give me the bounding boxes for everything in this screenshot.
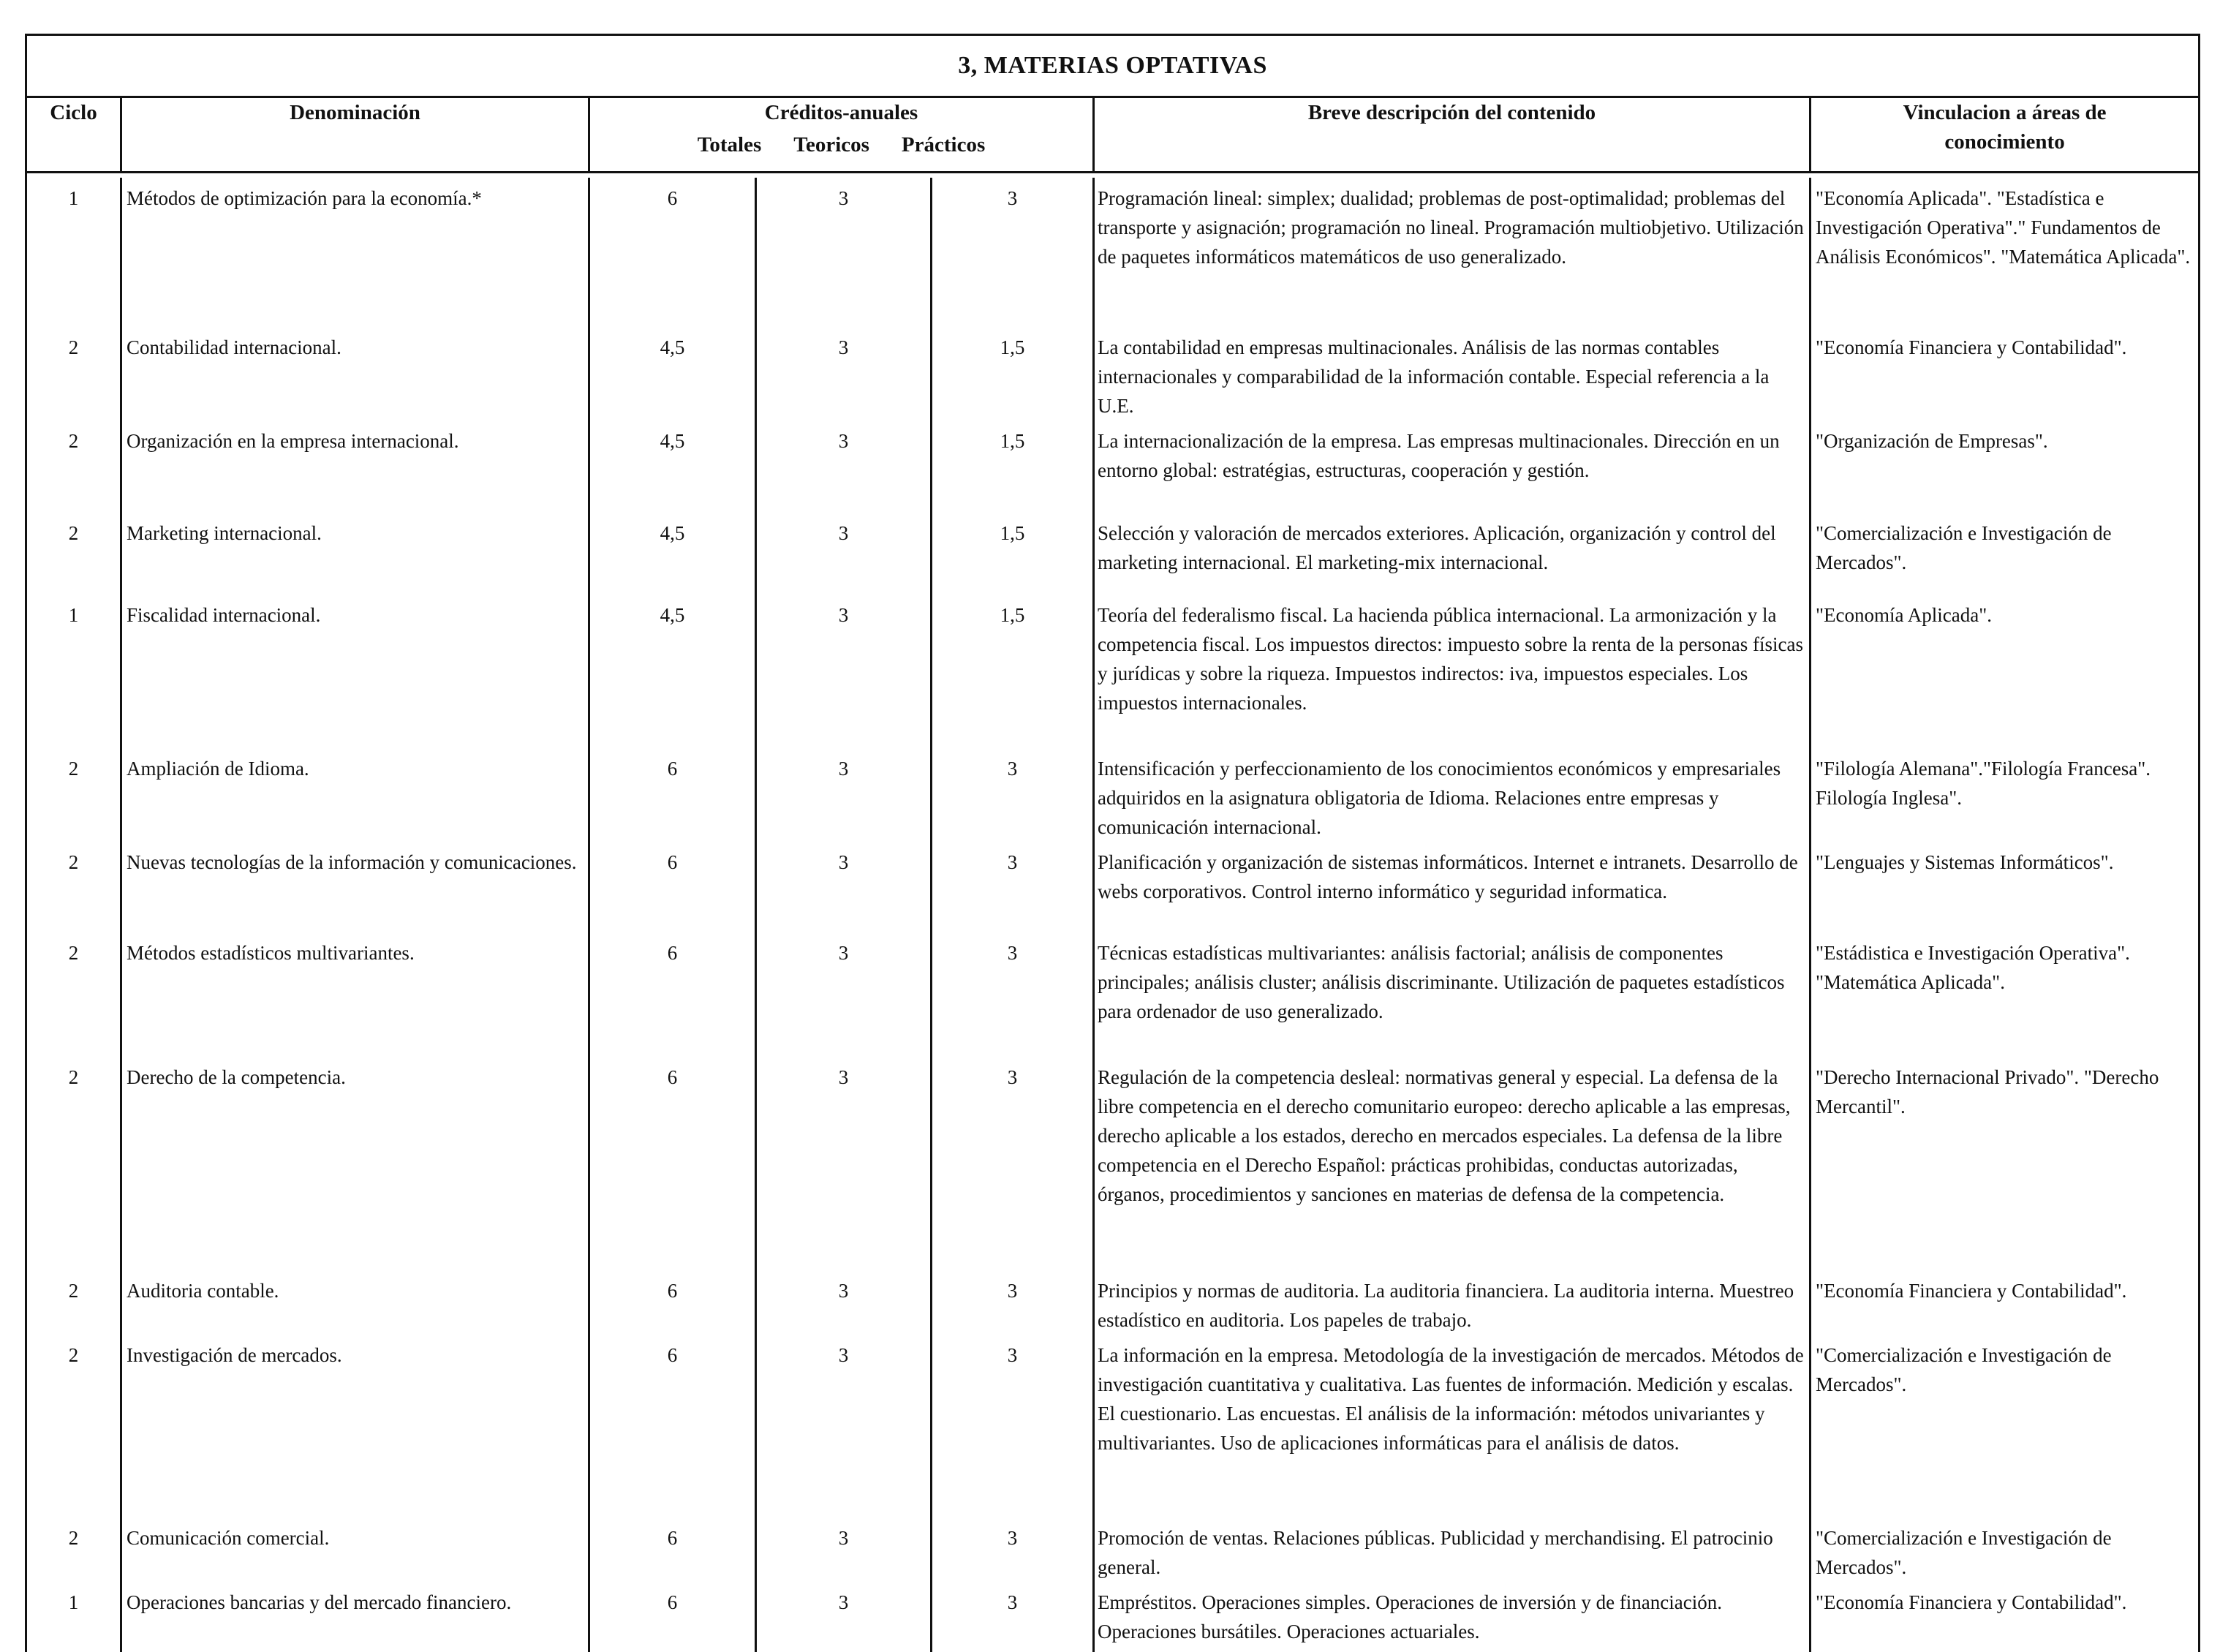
row-creditos-teoricos: 3 — [756, 1270, 932, 1335]
row-vinculacion: "Comercialización e Investigación de Mercados". — [1811, 513, 2200, 595]
row-descripcion: Promoción de ventas. Relaciones públicas. Publicidad y merchandising. El patrocinio general. — [1094, 1517, 1811, 1582]
row-denominacion: Nuevas tecnologías de la información y comunicaciones. — [121, 842, 589, 932]
row-vinculacion: "Estádistica e Investigación Operativa". "Matemática Aplicada". — [1811, 932, 2200, 1057]
row-vinculacion: "Economía Aplicada". "Estadística e Investigación Operativa"." Fundamentos de Análisis Económicos". "Matemática Aplicada". — [1811, 178, 2200, 327]
row-vinculacion: "Economía Financiera y Contabilidad". — [1811, 327, 2200, 420]
row-vinculacion: "Filología Alemana"."Filología Francesa". Filología Inglesa". — [1811, 748, 2200, 842]
row-descripcion: Principios y normas de auditoria. La auditoria financiera. La auditoria interna. Muestreo estadístico en auditoria. Los papeles de trabajo. — [1094, 1270, 1811, 1335]
row-creditos-practicos: 3 — [932, 748, 1094, 842]
row-ciclo: 2 — [26, 327, 121, 420]
row-descripcion: Programación lineal: simplex; dualidad; problemas de post-optimalidad; problemas del transporte y asignación; programación no lineal. Programación multiobjetivo. Utilización de paquetes informáticos matemáticos de uso generalizado. — [1094, 178, 1811, 327]
row-creditos-teoricos: 3 — [756, 1517, 932, 1582]
header-vinculacion — [1811, 97, 2200, 173]
row-creditos-teoricos: 3 — [756, 842, 932, 932]
row-vinculacion: "Derecho Internacional Privado". "Derecho Mercantil". — [1811, 1057, 2200, 1270]
row-ciclo: 2 — [26, 932, 121, 1057]
row-creditos-practicos: 3 — [932, 178, 1094, 327]
row-creditos-totales: 6 — [589, 932, 756, 1057]
header-vinculacion-line2: conocimiento — [1944, 130, 2065, 154]
row-creditos-practicos: 1,5 — [932, 327, 1094, 420]
row-denominacion: Contabilidad internacional. — [121, 327, 589, 420]
row-denominacion: Métodos de optimización para la economía.* — [121, 178, 589, 327]
row-creditos-totales: 4,5 — [589, 595, 756, 748]
row-denominacion: Fiscalidad internacional. — [121, 595, 589, 748]
row-creditos-totales: 4,5 — [589, 327, 756, 420]
row-denominacion: Operaciones bancarias y del mercado financiero. — [121, 1582, 589, 1652]
row-descripcion: Teoría del federalismo fiscal. La hacienda pública internacional. La armonización y la competencia fiscal. Los impuestos directos: impuesto sobre la renta de la personas físicas y jurídicas y sobre la riqueza. Impuestos indirectos: iva, impuestos especiales. Los impuestos internacionales. — [1094, 595, 1811, 748]
table-row — [26, 178, 2200, 327]
row-creditos-totales: 4,5 — [589, 420, 756, 513]
row-descripcion: La información en la empresa. Metodología de la investigación de mercados. Métodos de investigación cuantitativa y cualitativa. Las fuentes de información. Medición y escalas. El cuestionario. Las encuestas. El análisis de la información: métodos univariantes y multivariantes. Uso de aplicaciones informáticas para el análisis de datos. — [1094, 1335, 1811, 1517]
row-creditos-totales: 6 — [589, 1270, 756, 1335]
row-creditos-practicos: 3 — [932, 1517, 1094, 1582]
row-descripcion: Intensificación y perfeccionamiento de los conocimientos económicos y empresariales adquiridos en la asignatura obligatoria de Idioma. Relaciones entre empresas y comunicación internacional. — [1094, 748, 1811, 842]
table-body — [26, 178, 2200, 1652]
row-vinculacion: "Economía Financiera y Contabilidad". — [1811, 1270, 2200, 1335]
row-creditos-practicos: 3 — [932, 842, 1094, 932]
header-creditos-label: Créditos-anuales — [764, 101, 918, 124]
row-creditos-practicos: 3 — [932, 932, 1094, 1057]
table-row — [26, 595, 2200, 748]
row-creditos-teoricos: 3 — [756, 932, 932, 1057]
row-creditos-practicos: 3 — [932, 1335, 1094, 1517]
row-ciclo: 2 — [26, 748, 121, 842]
row-creditos-totales: 6 — [589, 1582, 756, 1652]
row-creditos-teoricos: 3 — [756, 1335, 932, 1517]
header-descripcion: Breve descripción del contenido — [1094, 97, 1811, 173]
row-vinculacion: "Lenguajes y Sistemas Informáticos". — [1811, 842, 2200, 932]
header-row — [26, 97, 2200, 173]
row-denominacion: Auditoria contable. — [121, 1270, 589, 1335]
table-row — [26, 1582, 2200, 1652]
row-ciclo: 1 — [26, 595, 121, 748]
row-vinculacion: "Economía Financiera y Contabilidad". — [1811, 1582, 2200, 1652]
table-row — [26, 420, 2200, 513]
row-creditos-totales: 6 — [589, 178, 756, 327]
header-vinculacion-line1: Vinculacion a áreas de — [1903, 101, 2107, 124]
row-denominacion: Métodos estadísticos multivariantes. — [121, 932, 589, 1057]
row-denominacion: Investigación de mercados. — [121, 1335, 589, 1517]
table-row — [26, 932, 2200, 1057]
row-descripcion: La contabilidad en empresas multinacionales. Análisis de las normas contables internacionales y comparabilidad de la información contable. Especial referencia a la U.E. — [1094, 327, 1811, 420]
table-row — [26, 1270, 2200, 1335]
header-creditos — [589, 97, 1094, 173]
row-creditos-teoricos: 3 — [756, 595, 932, 748]
table-row — [26, 513, 2200, 595]
row-ciclo: 2 — [26, 1517, 121, 1582]
row-denominacion: Comunicación comercial. — [121, 1517, 589, 1582]
header-totales: Totales — [697, 133, 762, 156]
row-denominacion: Ampliación de Idioma. — [121, 748, 589, 842]
row-ciclo: 1 — [26, 178, 121, 327]
row-denominacion: Marketing internacional. — [121, 513, 589, 595]
row-creditos-practicos: 1,5 — [932, 595, 1094, 748]
document-page — [25, 34, 2198, 1642]
row-creditos-totales: 6 — [589, 842, 756, 932]
row-ciclo: 2 — [26, 420, 121, 513]
row-creditos-teoricos: 3 — [756, 1057, 932, 1270]
header-practicos: Prácticos — [901, 133, 986, 156]
table-row — [26, 1335, 2200, 1517]
row-ciclo: 2 — [26, 1335, 121, 1517]
table-row — [26, 748, 2200, 842]
table-row — [26, 327, 2200, 420]
header-ciclo: Ciclo — [26, 97, 121, 173]
row-vinculacion: "Organización de Empresas". — [1811, 420, 2200, 513]
row-creditos-practicos: 1,5 — [932, 420, 1094, 513]
table-row — [26, 842, 2200, 932]
row-creditos-practicos: 3 — [932, 1582, 1094, 1652]
header-teoricos: Teoricos — [793, 133, 869, 156]
row-descripcion: La internacionalización de la empresa. Las empresas multinacionales. Dirección en un entorno global: estratégias, estructuras, cooperación y gestión. — [1094, 420, 1811, 513]
row-creditos-totales: 6 — [589, 1057, 756, 1270]
row-vinculacion: "Comercialización e Investigación de Mercados". — [1811, 1517, 2200, 1582]
row-creditos-practicos: 3 — [932, 1270, 1094, 1335]
row-creditos-practicos: 3 — [932, 1057, 1094, 1270]
row-descripcion: Técnicas estadísticas multivariantes: análisis factorial; análisis de componentes principales; análisis cluster; análisis discriminante. Utilización de paquetes estadísticos para ordenador de uso generalizado. — [1094, 932, 1811, 1057]
row-ciclo: 2 — [26, 513, 121, 595]
row-creditos-totales: 4,5 — [589, 513, 756, 595]
row-denominacion: Organización en la empresa internacional. — [121, 420, 589, 513]
row-descripcion: Empréstitos. Operaciones simples. Operaciones de inversión y de financiación. Operaciones bursátiles. Operaciones actuariales. — [1094, 1582, 1811, 1652]
row-ciclo: 2 — [26, 842, 121, 932]
row-descripcion: Selección y valoración de mercados exteriores. Aplicación, organización y control del marketing internacional. El marketing-mix internacional. — [1094, 513, 1811, 595]
row-creditos-totales: 6 — [589, 1335, 756, 1517]
row-vinculacion: "Comercialización e Investigación de Mercados". — [1811, 1335, 2200, 1517]
row-ciclo: 1 — [26, 1582, 121, 1652]
row-creditos-totales: 6 — [589, 748, 756, 842]
row-denominacion: Derecho de la competencia. — [121, 1057, 589, 1270]
row-creditos-teoricos: 3 — [756, 1582, 932, 1652]
row-ciclo: 2 — [26, 1270, 121, 1335]
row-creditos-teoricos: 3 — [756, 513, 932, 595]
row-creditos-teoricos: 3 — [756, 327, 932, 420]
table-row — [26, 1517, 2200, 1582]
row-ciclo: 2 — [26, 1057, 121, 1270]
header-denominacion: Denominación — [121, 97, 589, 173]
materias-optativas-table — [25, 34, 2200, 1652]
table-row — [26, 1057, 2200, 1270]
row-creditos-practicos: 1,5 — [932, 513, 1094, 595]
row-vinculacion: "Economía Aplicada". — [1811, 595, 2200, 748]
row-creditos-teoricos: 3 — [756, 420, 932, 513]
row-creditos-teoricos: 3 — [756, 748, 932, 842]
row-descripcion: Regulación de la competencia desleal: normativas general y especial. La defensa de la libre competencia en el derecho comunitario europeo: derecho aplicable a las empresas, derecho aplicable a los estados, derecho en mercados especiales. La defensa de la libre competencia en el Derecho Español: prácticas prohibidas, conductas autorizadas, órganos, procedimientos y sanciones en materias de defensa de la competencia. — [1094, 1057, 1811, 1270]
row-creditos-totales: 6 — [589, 1517, 756, 1582]
row-creditos-teoricos: 3 — [756, 178, 932, 327]
row-descripcion: Planificación y organización de sistemas informáticos. Internet e intranets. Desarrollo de webs corporativos. Control interno informático y seguridad informatica. — [1094, 842, 1811, 932]
table-title: 3, MATERIAS OPTATIVAS — [26, 35, 2200, 97]
